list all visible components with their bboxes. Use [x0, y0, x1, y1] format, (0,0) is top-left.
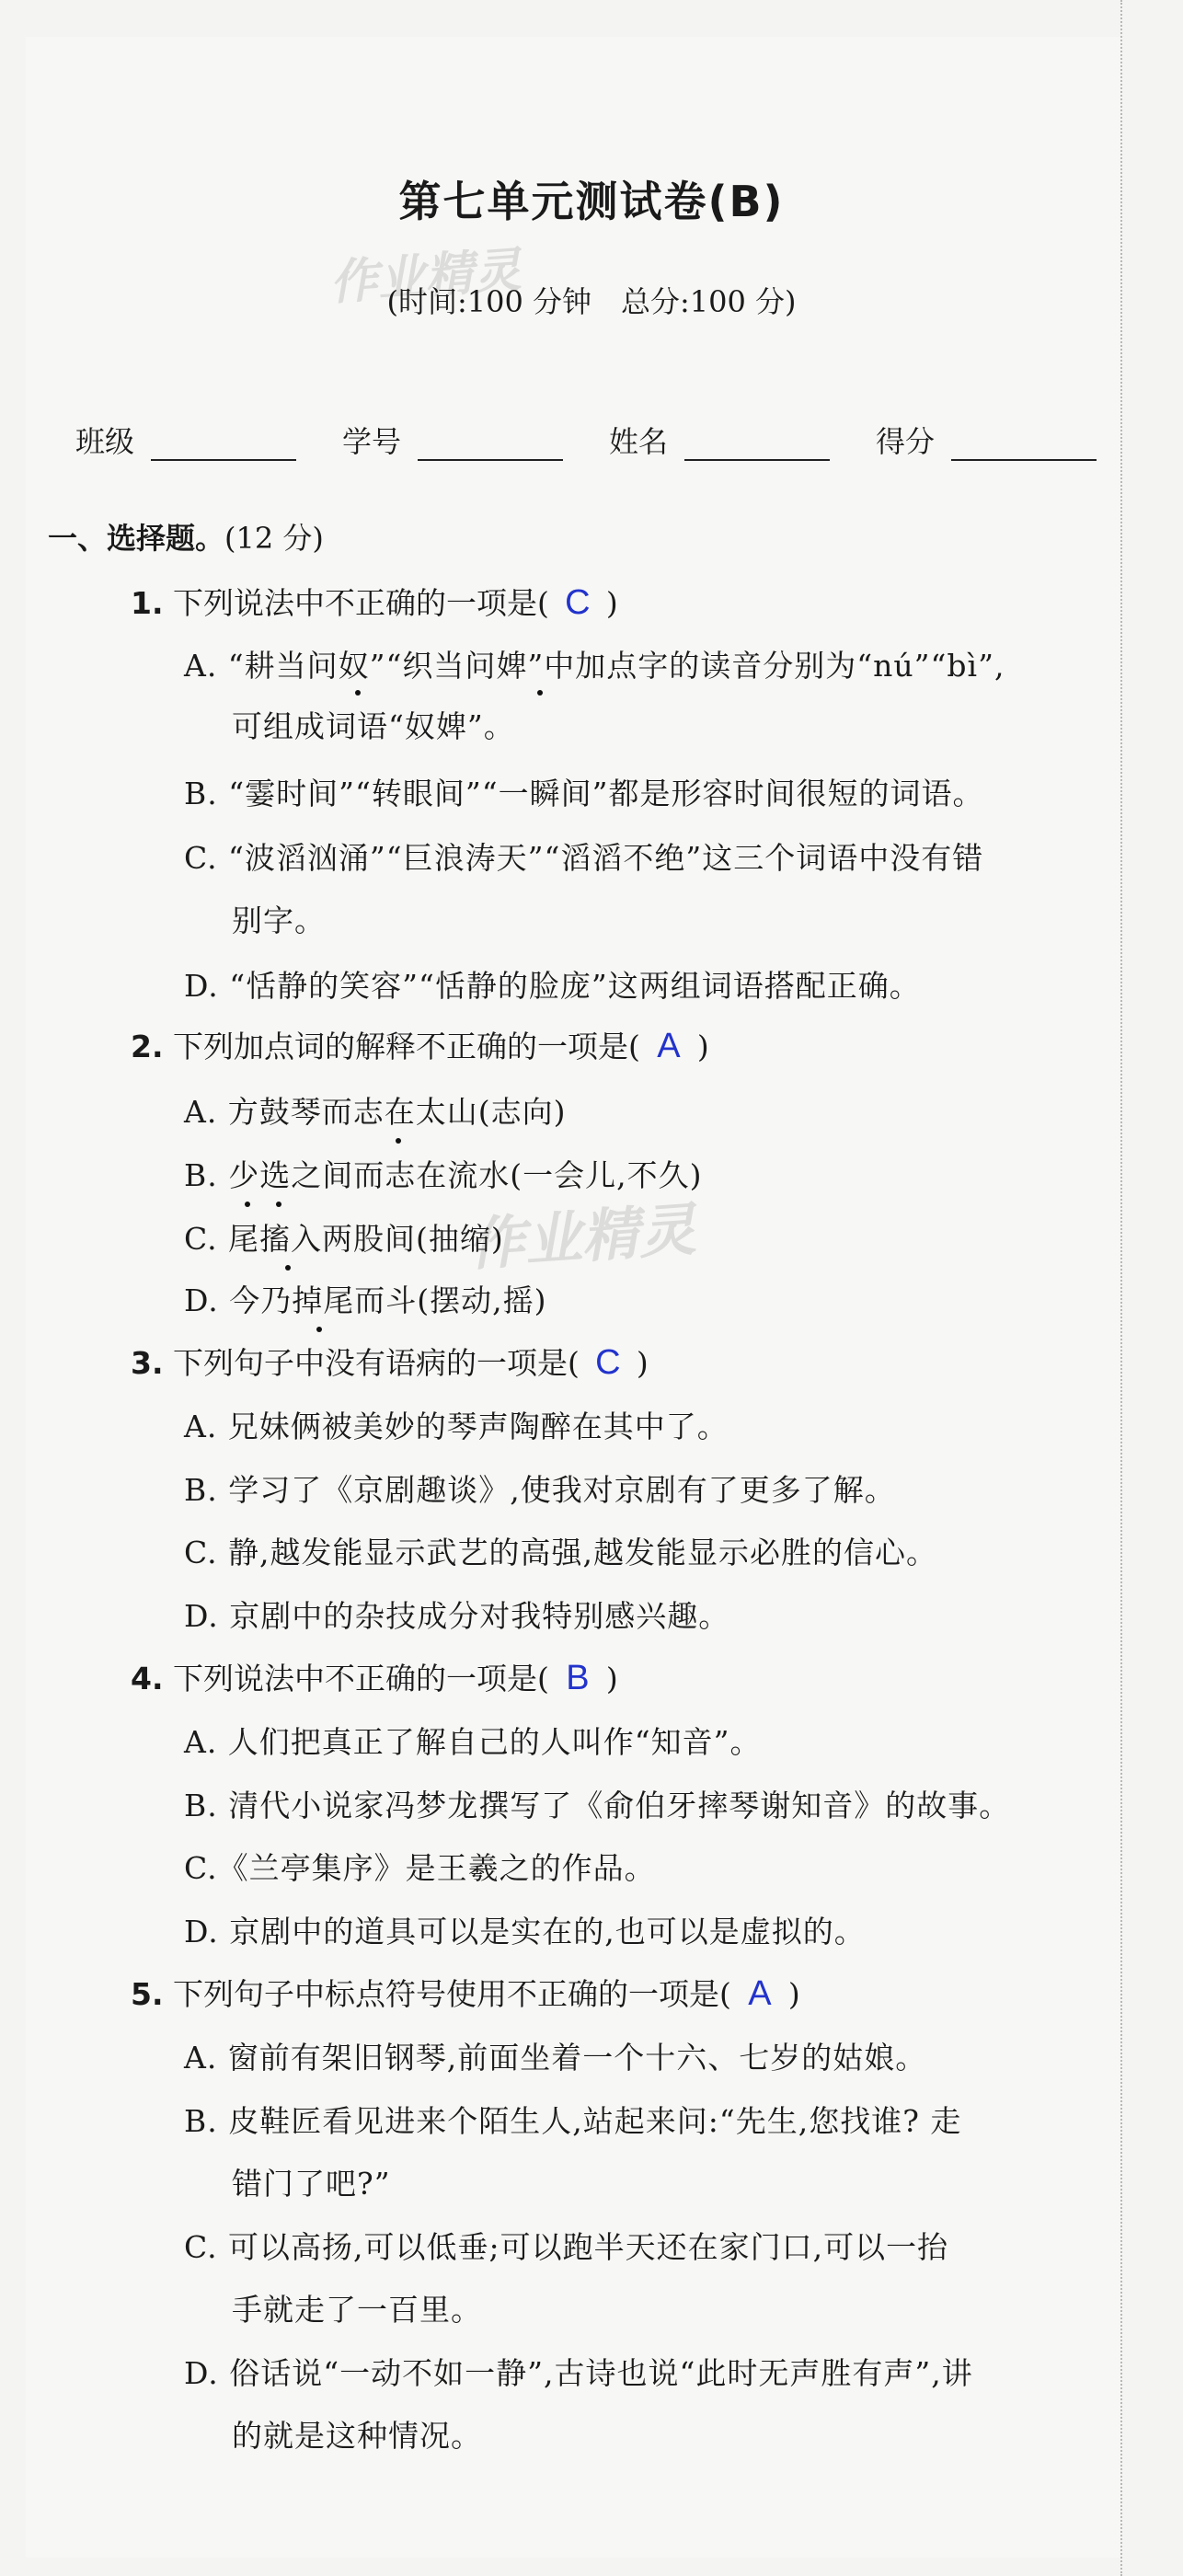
question-1-stem: 1. 下列说法中不正确的一项是( C ) — [131, 583, 618, 622]
exam-time-score: (时间:100 分钟 总分:100 分) — [386, 284, 797, 319]
emphasis-dot — [396, 1138, 401, 1144]
class-label: 班级 — [75, 424, 135, 459]
answer-1: C — [565, 583, 591, 622]
q5-option-b: B. 皮鞋匠看见进来个陌生人,站起来问:“先生,您找谁? 走 — [184, 2103, 962, 2139]
q1-option-a-cont: 可组成词语“奴婢”。 — [232, 708, 515, 744]
section-points: (12 分) — [224, 521, 324, 556]
q3-option-a: A. 兄妹俩被美妙的琴声陶醉在其中了。 — [184, 1409, 729, 1444]
q5-option-a: A. 窗前有架旧钢琴,前面坐着一个十六、七岁的姑娘。 — [184, 2040, 927, 2076]
q2-option-d: D. 今乃掉尾而斗(摆动,摇) — [184, 1282, 547, 1318]
q5-option-b-cont: 错门了吧?” — [232, 2166, 391, 2202]
q2-option-a: A. 方鼓琴而志在太山(志向) — [184, 1094, 567, 1130]
emphasis-dot — [316, 1327, 322, 1332]
q5-option-c-cont: 手就走了一百里。 — [232, 2292, 482, 2328]
section-heading — [48, 515, 324, 558]
q1-option-a: A. “耕当问奴”“织当问婢”中加点字的读音分别为“nú”“bì”, — [184, 648, 1005, 684]
class-field — [75, 419, 296, 461]
name-blank[interactable] — [684, 426, 830, 461]
q4-option-d: D. 京剧中的道具可以是实在的,也可以是虚拟的。 — [184, 1914, 866, 1949]
q1-option-c: C. “波滔汹涌”“巨浪涛天”“滔滔不绝”这三个词语中没有错 — [184, 840, 984, 876]
question-4-stem: 4. 下列说法中不正确的一项是( B ) — [131, 1659, 618, 1697]
question-5-stem: 5. 下列句子中标点符号使用不正确的一项是( A ) — [131, 1974, 800, 2013]
emphasis-dot — [285, 1265, 291, 1271]
class-blank[interactable] — [151, 426, 296, 461]
page-title: 第七单元测试卷(B) — [398, 177, 785, 226]
watermark: 作业精灵 — [465, 1195, 698, 1279]
q1-option-d: D. “恬静的笑容”“恬静的脸庞”这两组词语搭配正确。 — [184, 968, 921, 1004]
student-number-blank[interactable] — [418, 426, 563, 461]
q5-option-c: C. 可以高扬,可以低垂;可以跑半天还在家门口,可以一抬 — [184, 2229, 949, 2265]
section-title: 一、选择题。 — [48, 521, 225, 556]
emphasis-dot — [276, 1202, 281, 1207]
q5-option-d-cont: 的就是这种情况。 — [232, 2418, 482, 2454]
student-number-field — [342, 419, 563, 461]
student-number-label: 学号 — [342, 424, 402, 459]
emphasis-dot — [355, 690, 361, 696]
question-3-stem: 3. 下列句子中没有语病的一项是( C ) — [131, 1343, 649, 1382]
answer-3: C — [595, 1343, 621, 1382]
score-blank[interactable] — [951, 426, 1097, 461]
name-field — [609, 419, 830, 461]
answer-2: A — [657, 1027, 681, 1065]
student-info-row — [75, 419, 1124, 465]
watermark: 作业精灵 — [327, 242, 523, 312]
q3-option-b: B. 学习了《京剧趣谈》,使我对京剧有了更多了解。 — [184, 1472, 896, 1508]
q4-option-c: C.《兰亭集序》是王羲之的作品。 — [184, 1850, 656, 1886]
q4-option-b: B. 清代小说家冯梦龙撰写了《俞伯牙摔琴谢知音》的故事。 — [184, 1788, 1011, 1823]
q5-option-d: D. 俗话说“一动不如一静”,古诗也说“此时无声胜有声”,讲 — [184, 2355, 973, 2391]
q2-option-b: B. 少选之间而志在流水(一会儿,不久) — [184, 1157, 703, 1193]
emphasis-dot — [245, 1202, 250, 1207]
q1-option-b: B. “霎时间”“转眼间”“一瞬间”都是形容时间很短的词语。 — [184, 776, 984, 811]
score-field — [876, 419, 1097, 461]
score-label: 得分 — [876, 424, 936, 459]
q2-option-c: C. 尾搐入两股间(抽缩) — [184, 1221, 504, 1257]
q4-option-a: A. 人们把真正了解自己的人叫作“知音”。 — [184, 1724, 762, 1760]
question-2-stem: 2. 下列加点词的解释不正确的一项是( A ) — [131, 1027, 709, 1065]
answer-5: A — [748, 1974, 772, 2013]
name-label: 姓名 — [609, 424, 669, 459]
q3-option-d: D. 京剧中的杂技成分对我特别感兴趣。 — [184, 1598, 730, 1634]
q3-option-c: C. 静,越发能显示武艺的高强,越发能显示必胜的信心。 — [184, 1535, 938, 1570]
q1-option-c-cont: 别字。 — [232, 903, 326, 938]
binding-dotted-line — [1120, 0, 1122, 2576]
emphasis-dot — [537, 690, 543, 696]
answer-4: B — [566, 1659, 590, 1697]
